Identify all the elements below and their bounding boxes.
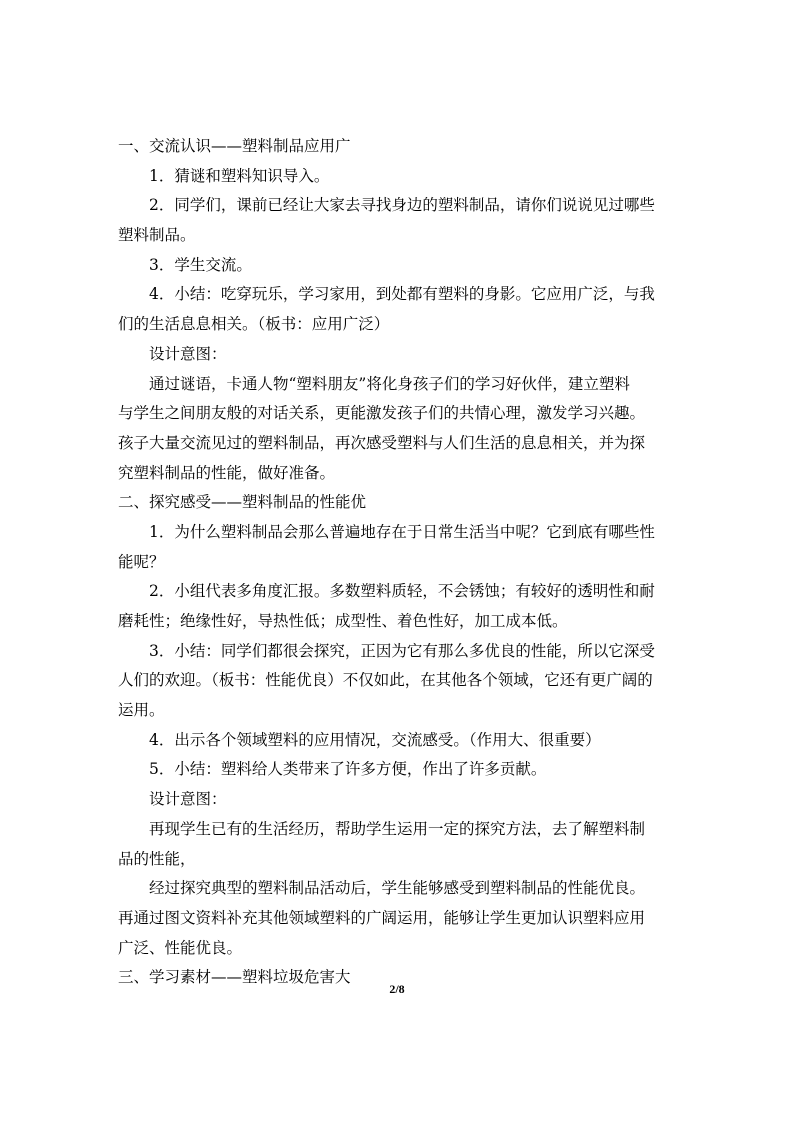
text-line: 一、交流认识——塑料制品应用广 bbox=[118, 137, 351, 155]
text-line: 们的生活息息相关。（板书：应用广泛） bbox=[118, 315, 390, 334]
text-line: 4．小结：吃穿玩乐，学习家用，到处都有塑料的身影。它应用广泛，与我 bbox=[149, 285, 655, 304]
text-line: 磨耗性；绝缘性好，导热性低；成型性、着色性好，加工成本低。 bbox=[118, 612, 568, 630]
text-line: 4．出示各个领域塑料的应用情况，交流感受。（作用大、很重要） bbox=[149, 730, 601, 749]
text-line: 运用。 bbox=[118, 701, 165, 720]
text-line: 1．为什么塑料制品会那么普遍地存在于日常生活当中呢？它到底有哪些性 bbox=[149, 522, 655, 541]
text-line: 三、学习素材——塑料垃圾危害大 bbox=[118, 968, 351, 987]
text-line: 塑料制品。 bbox=[118, 226, 196, 245]
text-line: 再现学生已有的生活经历，帮助学生运用一定的探究方法，去了解塑料制 bbox=[149, 819, 646, 838]
text-line: 孩子大量交流见过的塑料制品，再次感受塑料与人们生活的息息相关，并为探 bbox=[118, 433, 646, 452]
text-line: 1．猜谜和塑料知识导入。 bbox=[149, 166, 330, 185]
text-line: 再通过图文资料补充其他领域塑料的广阔运用，能够让学生更加认识塑料应用 bbox=[118, 908, 646, 927]
text-line: 与学生之间朋友般的对话关系，更能激发孩子们的共情心理，激发学习兴趣。 bbox=[118, 404, 646, 423]
text-line: 人们的欢迎。（板书：性能优良）不仅如此，在其他各个领域，它还有更广阔的 bbox=[118, 671, 653, 690]
text-line: 设计意图： bbox=[149, 790, 227, 809]
text-line: 5．小结：塑料给人类带来了许多方便，作出了许多贡献。 bbox=[149, 760, 547, 779]
text-line: 二、探究感受——塑料制品的性能优 bbox=[118, 493, 367, 512]
document-body bbox=[118, 132, 678, 993]
text-line: 究塑料制品的性能，做好准备。 bbox=[118, 463, 336, 482]
text-line: 能呢？ bbox=[118, 552, 165, 571]
text-line: 广泛、性能优良。 bbox=[118, 938, 243, 957]
text-line: 3．学生交流。 bbox=[149, 255, 252, 274]
page-number: 2/8 bbox=[389, 982, 405, 996]
text-line: 通过谜语，卡通人物“塑料朋友”将化身孩子们的学习好伙伴，建立塑料 bbox=[149, 374, 630, 393]
text-line: 3．小结：同学们都很会探究，正因为它有那么多优良的性能，所以它深受 bbox=[149, 641, 655, 660]
text-line: 品的性能， bbox=[118, 849, 196, 868]
text-line: 经过探究典型的塑料制品活动后，学生能够感受到塑料制品的性能优良。 bbox=[149, 879, 646, 898]
text-line: 2．小组代表多角度汇报。多数塑料质轻，不会锈蚀；有较好的透明性和耐 bbox=[149, 582, 655, 601]
text-line: 设计意图： bbox=[149, 344, 227, 363]
text-line: 2．同学们，课前已经让大家去寻找身边的塑料制品，请你们说说见过哪些 bbox=[149, 196, 655, 215]
